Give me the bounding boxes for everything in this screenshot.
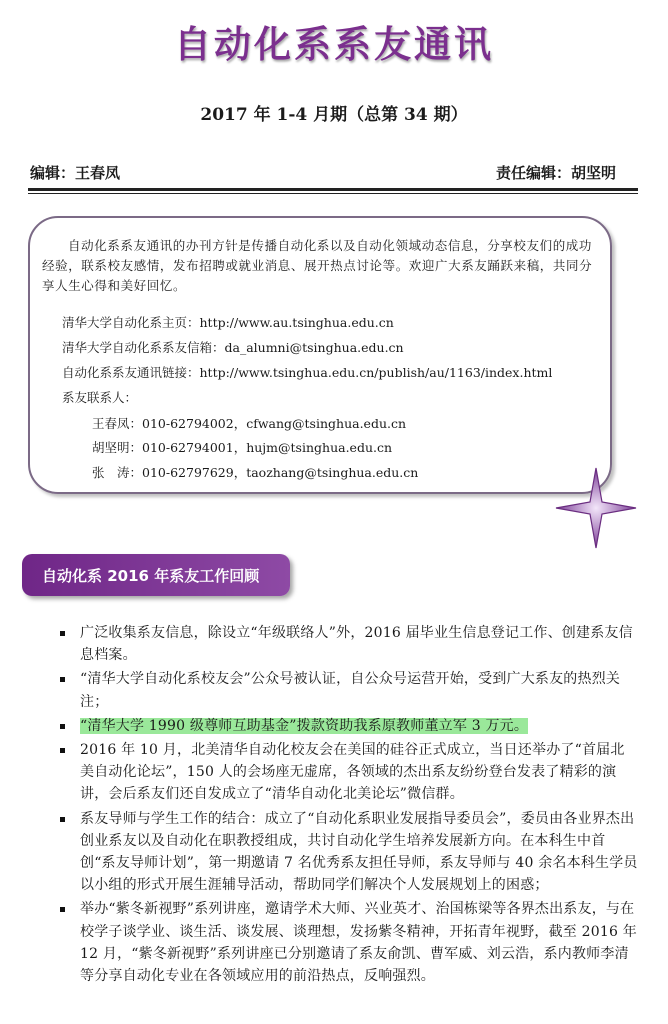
header-rule-thick <box>28 188 638 191</box>
list-item: 广泛收集系友信息，除设立“年级联络人”外，2016 届毕业生信息登记工作、创建系友信息档案。 <box>48 622 638 666</box>
list-item: 举办“紫冬新视野”系列讲座，邀请学术大师、兴业英才、治国栋梁等各界杰出系友，与在校学子谈学业、谈生活、谈发展、谈理想，发扬紫冬精神，开拓青年视野，截至 2016 年 12 月，“紫冬新视野”系列讲座已分别邀请了系友俞凯、曹军威、刘云浩，系内教师李清等分享自动化专业在各领域应用的前沿热点，反响强烈。 <box>48 898 638 987</box>
info-box <box>28 216 612 494</box>
chief-editor-label: 责任编辑：胡坚明 <box>495 164 616 182</box>
contacts-label: 系友联系人： <box>62 390 138 405</box>
bullet-square-icon <box>60 631 65 636</box>
section-heading-text: 自动化系 2016 年系友工作回顾 <box>42 567 260 585</box>
intro-paragraph: 自动化系系友通讯的办刊方针是传播自动化系以及自动化领域动态信息，分享校友们的成功经验，联系校友感情，发布招聘或就业消息、展开热点讨论等。欢迎广大系友踊跃来稿，共同分享人生心得和美好回忆。 <box>42 238 593 293</box>
sparkle-star-icon <box>554 466 638 550</box>
editor-label: 编辑：王春凤 <box>30 164 121 182</box>
bullet-square-icon <box>60 817 65 822</box>
bullet-square-icon <box>60 907 65 912</box>
list-item: 系友导师与学生工作的结合：成立了“自动化系职业发展指导委员会”，委员由各业界杰出创业系友以及自动化在职教授组成，共讨自动化学生培养发展新方向。在本科生中首创“系友导师计划”，第一期邀请 7 名优秀系友担任导师，系友导师与 40 余名本科生学员以小组的形式开展生涯辅导活动，帮助同学们解决个人发展规划上的困惑； <box>48 808 638 897</box>
newsletter-title: 自动化系系友通讯 <box>174 23 494 66</box>
bullet-list <box>48 622 638 989</box>
bullet-square-icon <box>60 724 65 729</box>
header-rule-thin <box>28 193 638 194</box>
contact-item: 王春凤：010-62794002，cfwang@tsinghua.edu.cn <box>92 416 407 431</box>
issue-line: 2017 年 1-4 月期（总第 34 期） <box>200 105 468 125</box>
bullet-square-icon <box>60 748 65 753</box>
list-item: 2016 年 10 月，北美清华自动化校友会在美国的硅谷正式成立，当日还举办了“首届北美自动化论坛”，150 人的会场座无虚席，各领域的杰出系友纷纷登台发表了精彩的演讲，会后系友们还自发成立了“清华自动化北美论坛”微信群。 <box>48 739 638 806</box>
contact-item: 胡坚明：010-62794001，hujm@tsinghua.edu.cn <box>92 440 393 455</box>
list-item <box>48 715 638 737</box>
newsletter-link-line: 自动化系系友通讯链接：http://www.tsinghua.edu.cn/publish/au/1163/index.html <box>62 365 553 380</box>
list-item: “清华大学自动化系校友会”公众号被认证，自公众号运营开始，受到广大系友的热烈关注； <box>48 668 638 712</box>
bullet-square-icon <box>60 677 65 682</box>
mailbox-line: 清华大学自动化系系友信箱：da_alumni@tsinghua.edu.cn <box>62 340 404 355</box>
contact-item: 张 涛：010-62797629，taozhang@tsinghua.edu.cn <box>92 465 419 480</box>
highlighted-text: “清华大学 1990 级尊师互助基金”拨款资助我系原教师董立军 3 万元。 <box>80 717 529 734</box>
homepage-line: 清华大学自动化系主页：http://www.au.tsinghua.edu.cn <box>62 315 394 330</box>
section-heading <box>22 554 290 596</box>
